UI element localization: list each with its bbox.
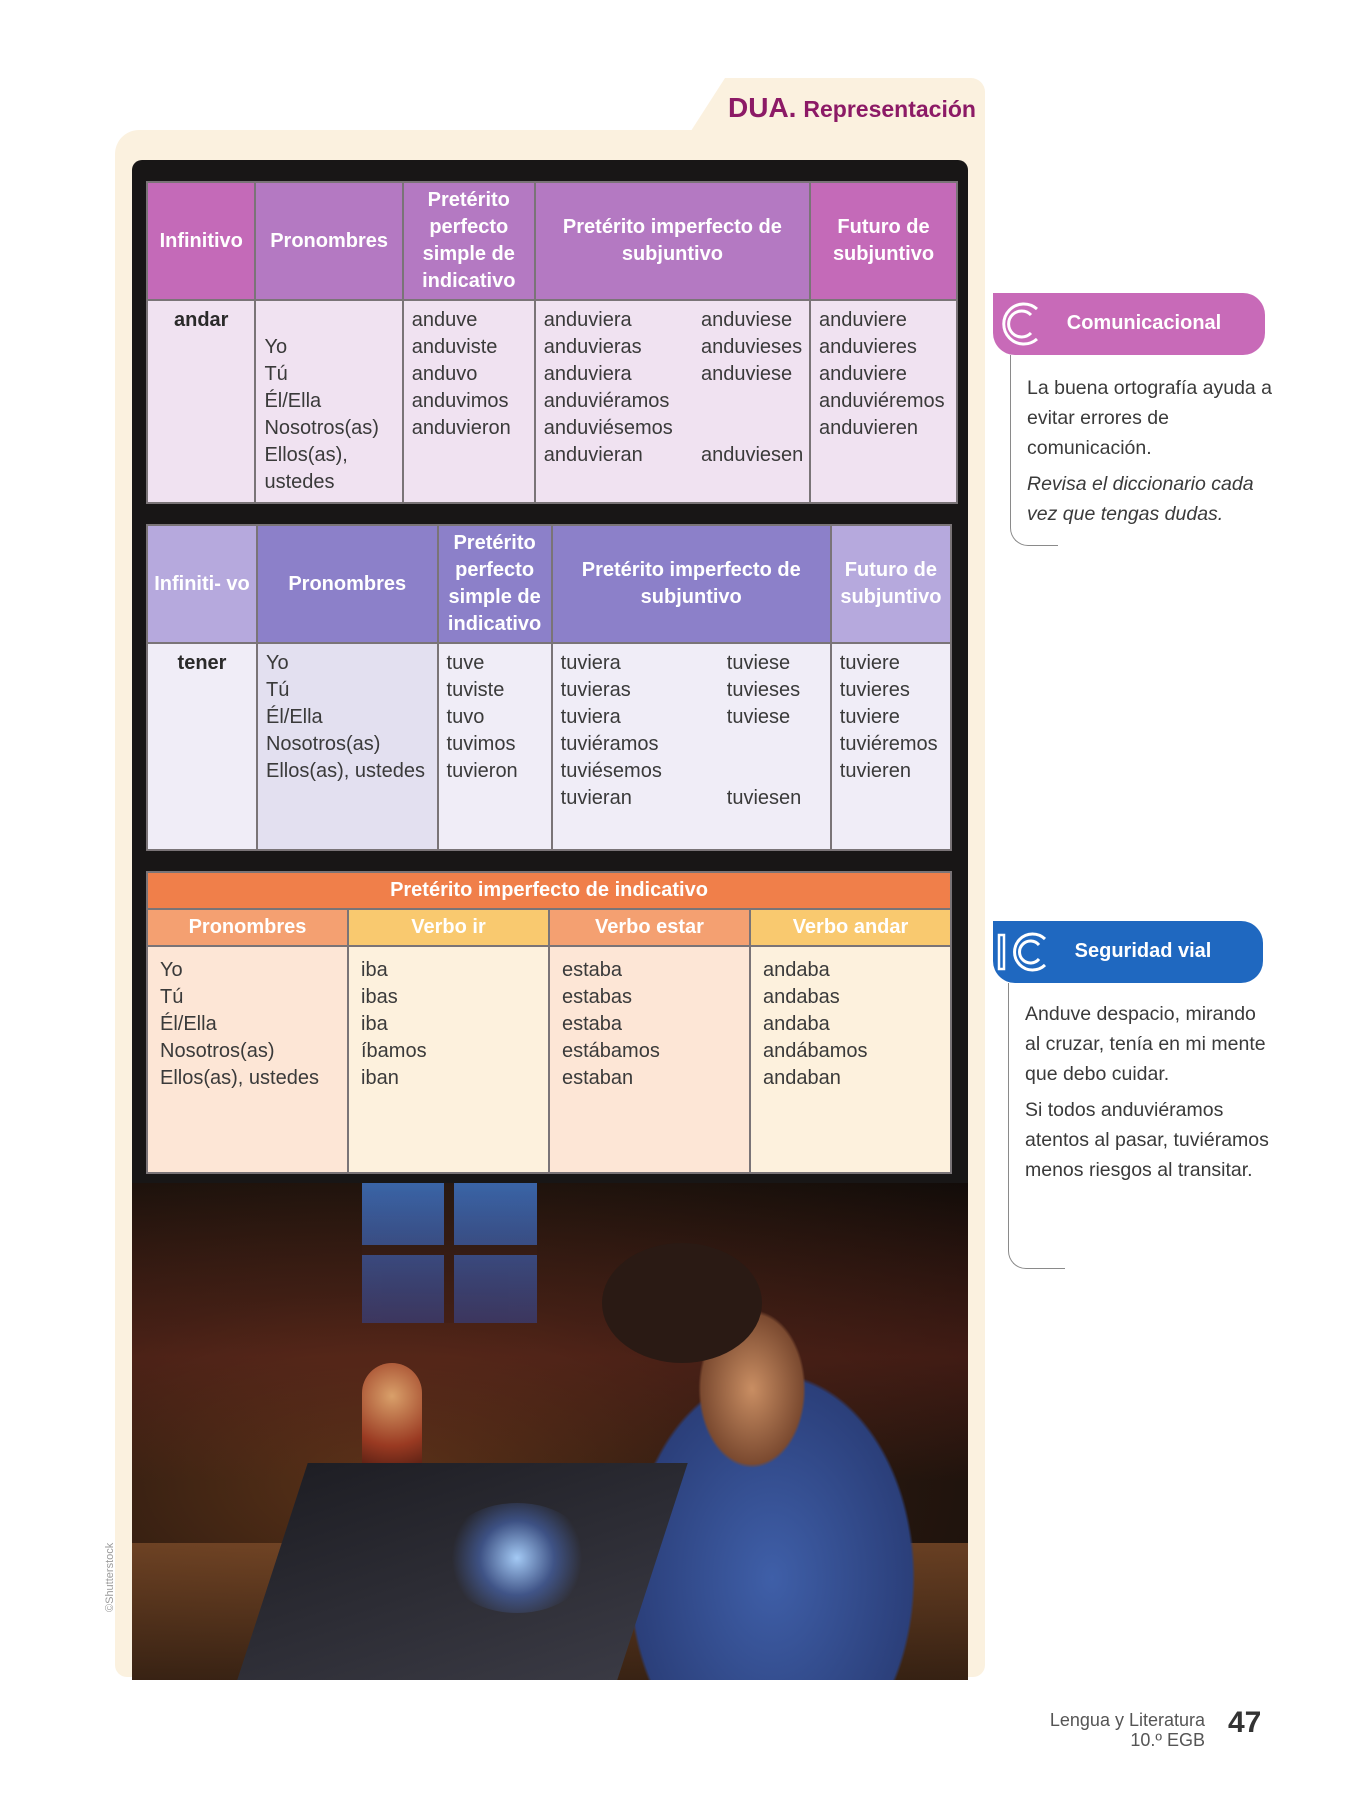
header-imperfecto: Pretérito imperfecto de subjuntivo (535, 182, 810, 300)
list-item: iba (361, 1013, 388, 1035)
list-item: anduviesen (701, 444, 804, 466)
infinitive-cell: andar (147, 300, 255, 503)
list-item: tuviesen (726, 787, 802, 809)
list-item: anduvieres (819, 336, 917, 358)
header-pronombres: Pronombres (257, 525, 438, 643)
footer-grade: 10.º EGB (1130, 1730, 1205, 1750)
list-item: andabas (763, 986, 840, 1008)
table-title-row (147, 872, 951, 909)
list-item: Ellos(as), ustedes (265, 760, 425, 782)
list-item: tuvimos (446, 733, 516, 755)
infinitive-cell: tener (147, 643, 257, 850)
table-header-row (147, 909, 951, 946)
list-item: tuviéramos (560, 733, 659, 755)
comunicacional-tab (993, 293, 1265, 355)
list-item: Nosotros(as) (160, 1040, 275, 1062)
list-item: tuviésemos (560, 760, 662, 782)
table-andar (146, 181, 958, 504)
list-item: anduviéramos (543, 390, 670, 412)
estar-cell (549, 946, 750, 1173)
list-item: tuvieres (839, 679, 910, 701)
list-item: tuvo (446, 706, 485, 728)
comunicacional-label: Comunicacional (1066, 312, 1222, 334)
list-item: estábamos (562, 1040, 660, 1062)
figurine (362, 1363, 422, 1473)
list-item: anduvieran (543, 444, 643, 466)
list-item: tuviere (839, 652, 900, 674)
list-item: anduvieses (701, 336, 803, 358)
list-item: estaba (562, 1013, 623, 1035)
seguridad-vial-stanza-2: Si todos anduviéramos atentos al pasar, tuviéramos menos riesgos al transitar. (1025, 1099, 1269, 1181)
list-item: Él/Ella (264, 390, 322, 412)
list-item: anduviéremos (819, 390, 945, 412)
table-row (147, 300, 957, 503)
list-item: Tú (264, 363, 288, 385)
header-preterito: Pretérito perfecto simple de indicativo (403, 182, 535, 300)
table-header-row (147, 182, 957, 300)
list-item: andaba (763, 959, 830, 981)
list-item: anduviste (411, 336, 498, 358)
list-item: tuvieses (726, 679, 801, 701)
table-title: Pretérito imperfecto de indicativo (147, 872, 951, 909)
seguridad-vial-body (1025, 999, 1275, 1191)
header-verbo-ir: Verbo ir (348, 909, 549, 946)
list-item: anduviésemos (543, 417, 673, 439)
preterito-cell (438, 643, 552, 850)
list-item: anduve (411, 309, 478, 331)
imperfecto-cell (535, 300, 810, 503)
list-item: estaban (562, 1067, 634, 1089)
list-item: andaba (763, 1013, 830, 1035)
header-pronombres: Pronombres (255, 182, 402, 300)
list-item: Él/Ella (265, 706, 323, 728)
header-imperfecto: Pretérito imperfecto de subjuntivo (552, 525, 831, 643)
list-item: anduviese (701, 363, 793, 385)
page-number: 47 (1228, 1706, 1262, 1739)
list-item: tuviera (560, 652, 621, 674)
list-item: ibas (361, 986, 398, 1008)
seguridad-vial-tab (993, 921, 1263, 983)
list-item: tuviese (726, 706, 791, 728)
seguridad-vial-label: Seguridad vial (1074, 940, 1212, 962)
photo-credit: ©Shutterstock (104, 1542, 116, 1612)
header-infinitivo: Infinitivo (147, 182, 255, 300)
comunicacional-text: La buena ortografía ayuda a evitar errores de comunicación. (1027, 377, 1273, 459)
list-item: anduviera (543, 309, 632, 331)
futuro-cell (810, 300, 957, 503)
list-item: tuvieran (560, 787, 632, 809)
pronouns-cell (257, 643, 438, 850)
list-item: anduvimos (411, 390, 509, 412)
preterito-cell (403, 300, 535, 503)
list-item: tuviéremos (839, 733, 938, 755)
list-item: anduviera (543, 363, 632, 385)
table-header-row (147, 525, 951, 643)
header-pronombres: Pronombres (147, 909, 348, 946)
list-item: Ellos(as), (264, 444, 348, 466)
list-item: íbamos (361, 1040, 427, 1062)
screen-glow (442, 1503, 592, 1613)
list-item: Yo (265, 652, 289, 674)
list-item: anduvieras (543, 336, 642, 358)
list-item: iban (361, 1067, 399, 1089)
header-verbo-andar: Verbo andar (750, 909, 951, 946)
header-verbo-estar: Verbo estar (549, 909, 750, 946)
list-item: anduviere (819, 309, 907, 331)
student-hair (602, 1243, 762, 1363)
header-preterito: Pretérito perfecto simple de indicativo (438, 525, 552, 643)
list-item: Yo (264, 336, 288, 358)
list-item: Él/Ella (160, 1013, 217, 1035)
dua-heading (728, 92, 976, 124)
list-item: Tú (160, 986, 184, 1008)
list-item: Tú (265, 679, 290, 701)
list-item: tuve (446, 652, 485, 674)
table-row (147, 643, 951, 850)
list-item: andaban (763, 1067, 841, 1089)
pronouns-cell (255, 300, 402, 503)
futuro-cell (831, 643, 951, 850)
page-footer (1000, 1710, 1205, 1750)
list-item: Nosotros(as) (265, 733, 381, 755)
comunicacional-body (1027, 373, 1277, 535)
comunicacional-tip: Revisa el diccionario cada vez que tengas dudas. (1027, 473, 1254, 525)
list-item: anduvo (411, 363, 478, 385)
table-imperfecto-indicativo (146, 871, 952, 1174)
table-row (147, 946, 951, 1173)
student-laptop-photo (132, 1183, 968, 1680)
list-item: tuviere (839, 706, 900, 728)
list-item: tuviese (726, 652, 791, 674)
list-item: ustedes (264, 471, 335, 493)
table-tener (146, 524, 952, 851)
list-item: Ellos(as), ustedes (160, 1067, 319, 1089)
list-item: tuviera (560, 706, 621, 728)
section-label: Representación (803, 96, 976, 122)
list-item: iba (361, 959, 388, 981)
list-item: tuvieron (446, 760, 518, 782)
list-item: Nosotros(as) (264, 417, 379, 439)
list-item: Yo (160, 959, 183, 981)
imperfecto-cell (552, 643, 831, 850)
list-item: tuvieren (839, 760, 911, 782)
list-item: andábamos (763, 1040, 868, 1062)
footer-subject: Lengua y Literatura (1049, 1710, 1205, 1730)
list-item: tuvieras (560, 679, 631, 701)
list-item: anduvieron (411, 417, 511, 439)
header-futuro: Futuro de subjuntivo (810, 182, 957, 300)
seguridad-vial-stanza-1: Anduve despacio, mirando al cruzar, tenía en mi mente que debo cuidar. (1025, 1003, 1266, 1085)
list-item: anduviese (701, 309, 793, 331)
list-item: anduviere (819, 363, 907, 385)
header-infinitivo: Infiniti- vo (147, 525, 257, 643)
list-item: estabas (562, 986, 633, 1008)
dua-label: DUA. (728, 92, 797, 123)
list-item: estaba (562, 959, 623, 981)
list-item: anduvieren (819, 417, 918, 439)
andar-cell (750, 946, 951, 1173)
list-item: tuviste (446, 679, 505, 701)
ir-cell (348, 946, 549, 1173)
header-futuro: Futuro de subjuntivo (831, 525, 951, 643)
pronouns-cell (147, 946, 348, 1173)
